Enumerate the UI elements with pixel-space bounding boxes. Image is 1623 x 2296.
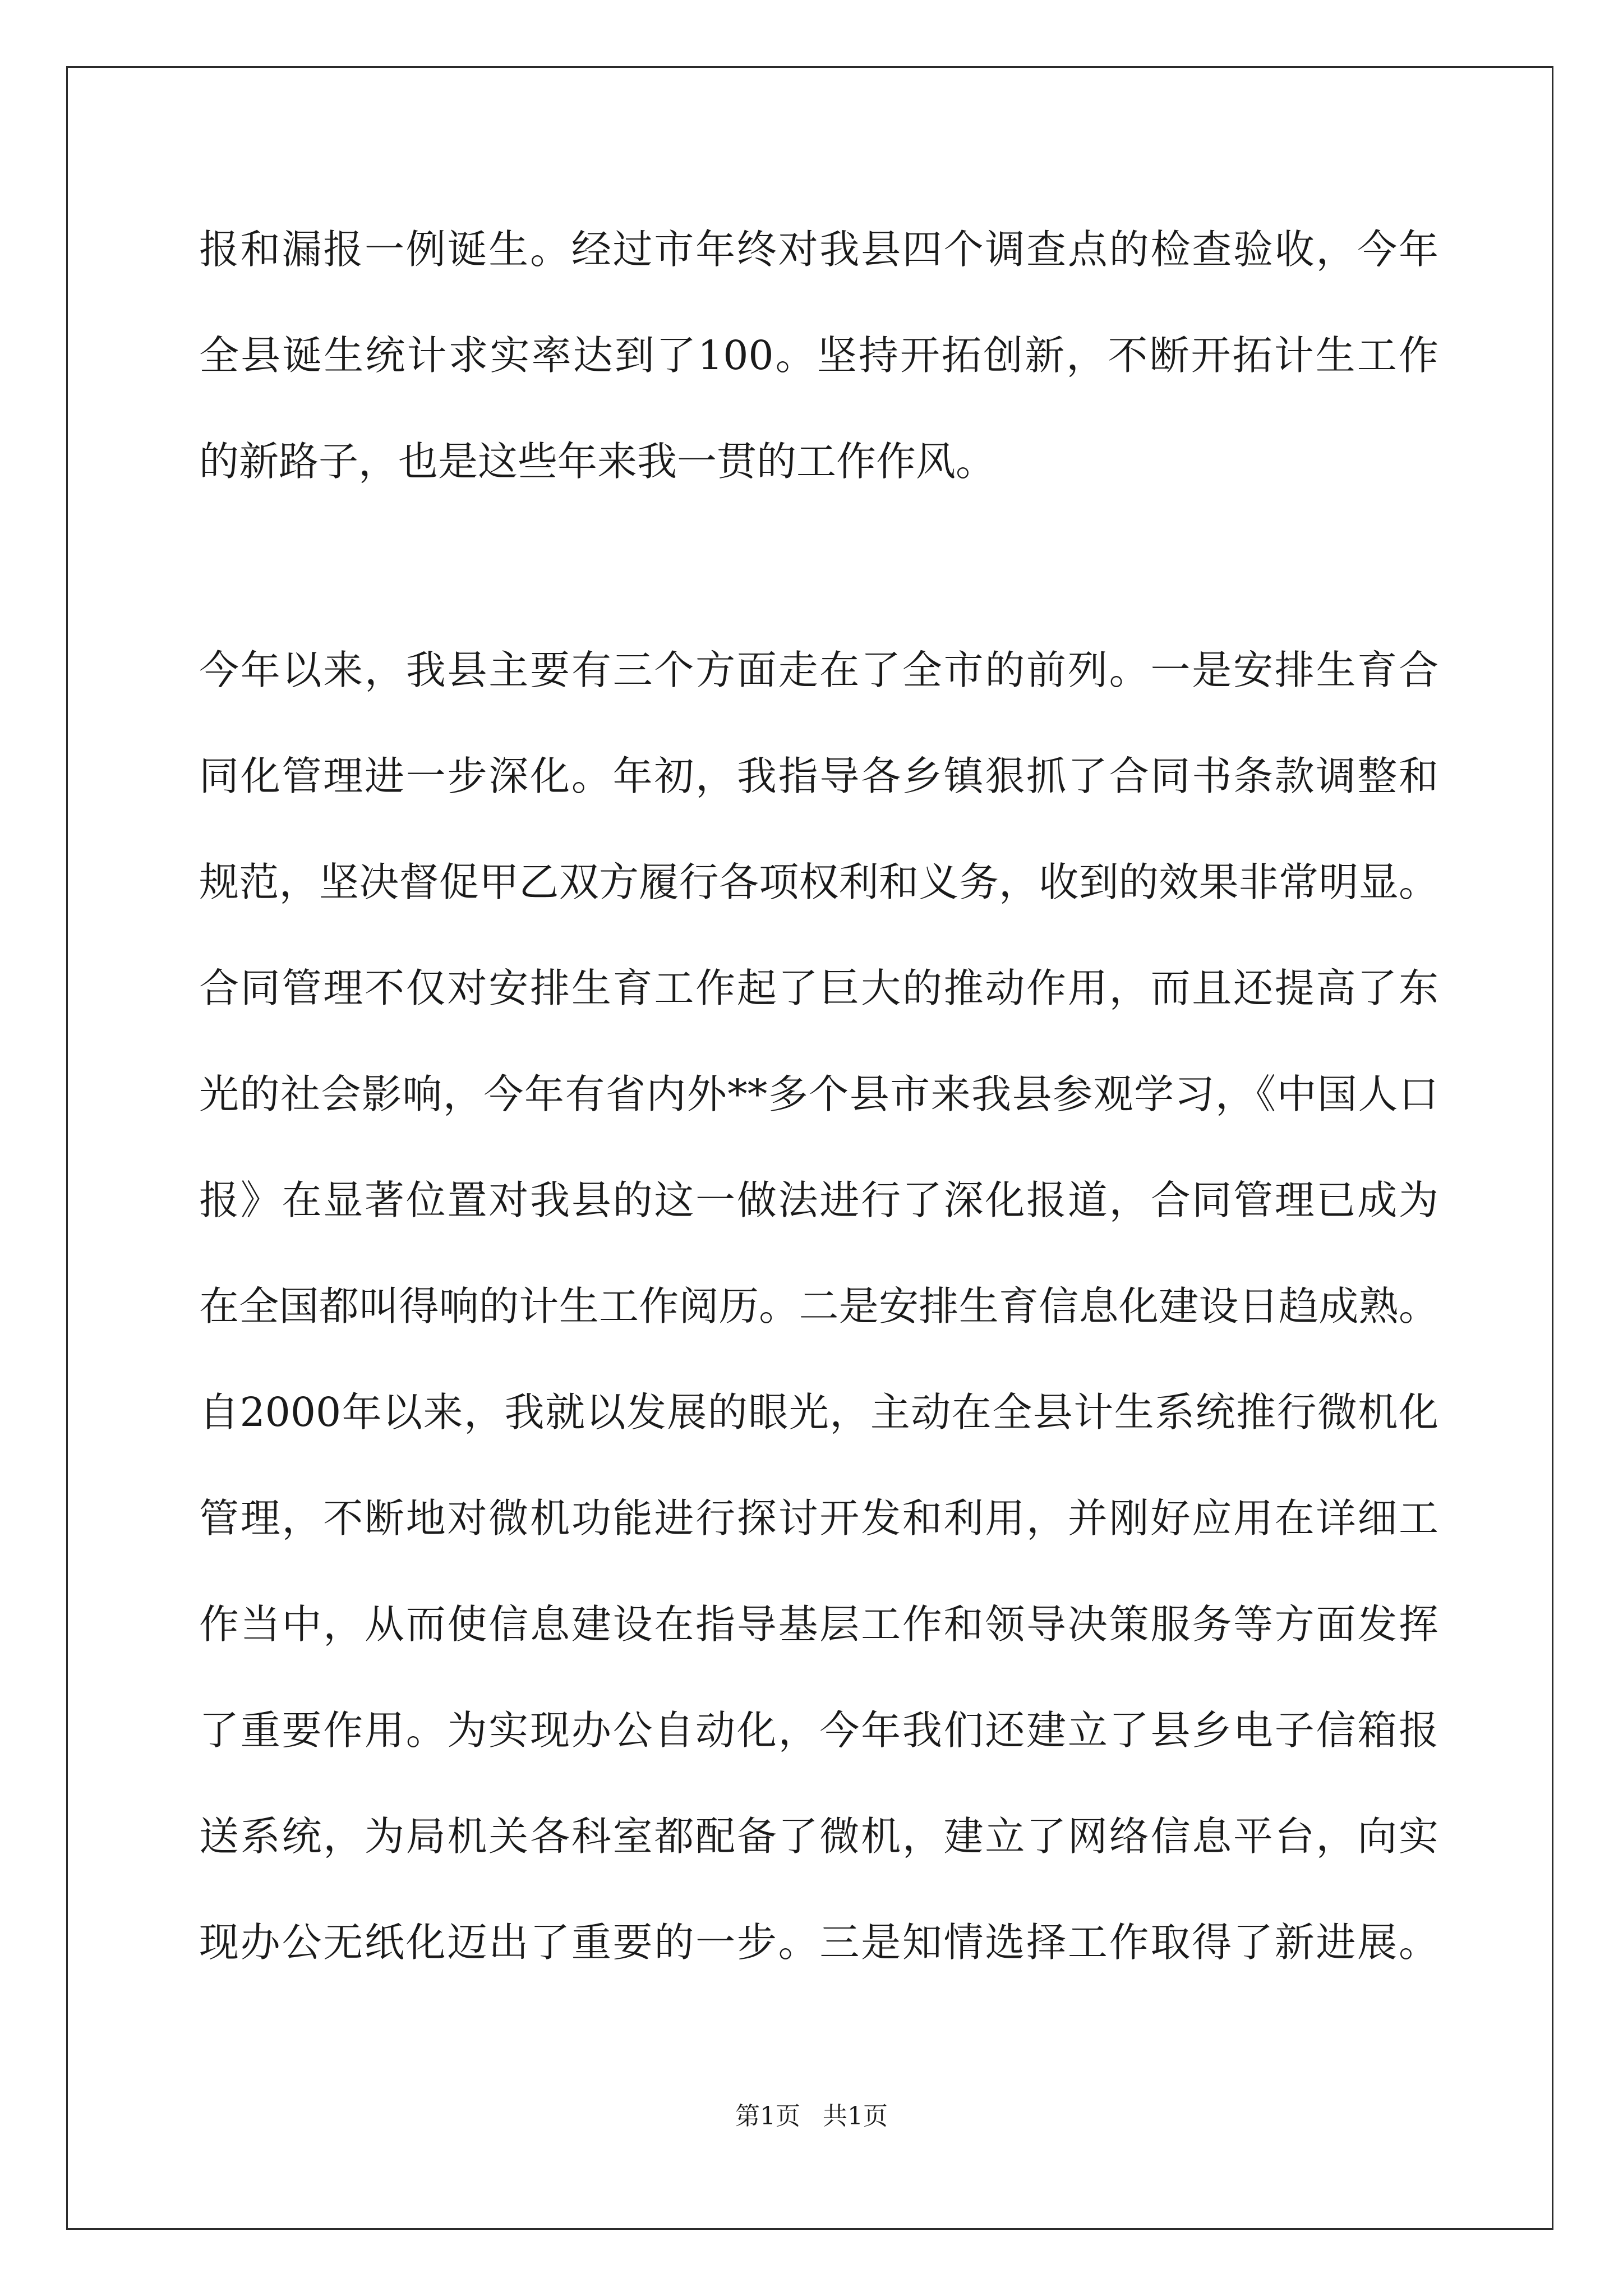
paragraph-line: 管理，不断地对微机功能进行探讨开发和利用，并刚好应用在详细工 [199,1495,1438,1542]
paragraph-line: 现办公无纸化迈出了重要的一步。三是知情选择工作取得了新进展。 [199,1919,1438,1966]
page-footer [0,2100,1623,2133]
paragraph-line: 作当中，从而使信息建设在指导基层工作和领导决策服务等方面发挥 [199,1601,1438,1648]
paragraph-line: 光的社会影响，今年有省内外**多个县市来我县参观学习，《中国人口 [199,1071,1438,1117]
paragraph-line: 自2000年以来，我就以发展的眼光，主动在全县计生系统推行微机化 [199,1389,1438,1435]
paragraph-line: 报》在显著位置对我县的这一做法进行了深化报道，合同管理已成为 [199,1177,1438,1223]
paragraph-line: 了重要作用。为实现办公自动化，今年我们还建立了县乡电子信箱报 [199,1707,1438,1754]
paragraph-2 [199,617,1438,1995]
page-total: 共1页 [823,2102,888,2131]
paragraph-line: 的新路子，也是这些年来我一贯的工作作风。 [199,438,996,485]
page-number: 第1页 [735,2102,800,2131]
paragraph-line: 全县诞生统计求实率达到了100。坚持开拓创新，不断开拓计生工作 [199,332,1438,379]
paragraph-line: 同化管理进一步深化。年初，我指导各乡镇狠抓了合同书条款调整和 [199,753,1438,799]
paragraph-line: 今年以来，我县主要有三个方面走在了全市的前列。一是安排生育合 [199,647,1438,693]
paragraph-line: 报和漏报一例诞生。经过市年终对我县四个调查点的检查验收，今年 [199,226,1438,273]
paragraph-line: 送系统，为局机关各科室都配备了微机，建立了网络信息平台，向实 [199,1813,1438,1860]
paragraph-line: 规范，坚决督促甲乙双方履行各项权利和义务，收到的效果非常明显。 [199,859,1438,905]
paragraph-line: 在全国都叫得响的计生工作阅历。二是安排生育信息化建设日趋成熟。 [199,1283,1438,1329]
paragraph-1 [199,196,1438,514]
paragraph-line: 合同管理不仅对安排生育工作起了巨大的推动作用，而且还提高了东 [199,965,1438,1011]
